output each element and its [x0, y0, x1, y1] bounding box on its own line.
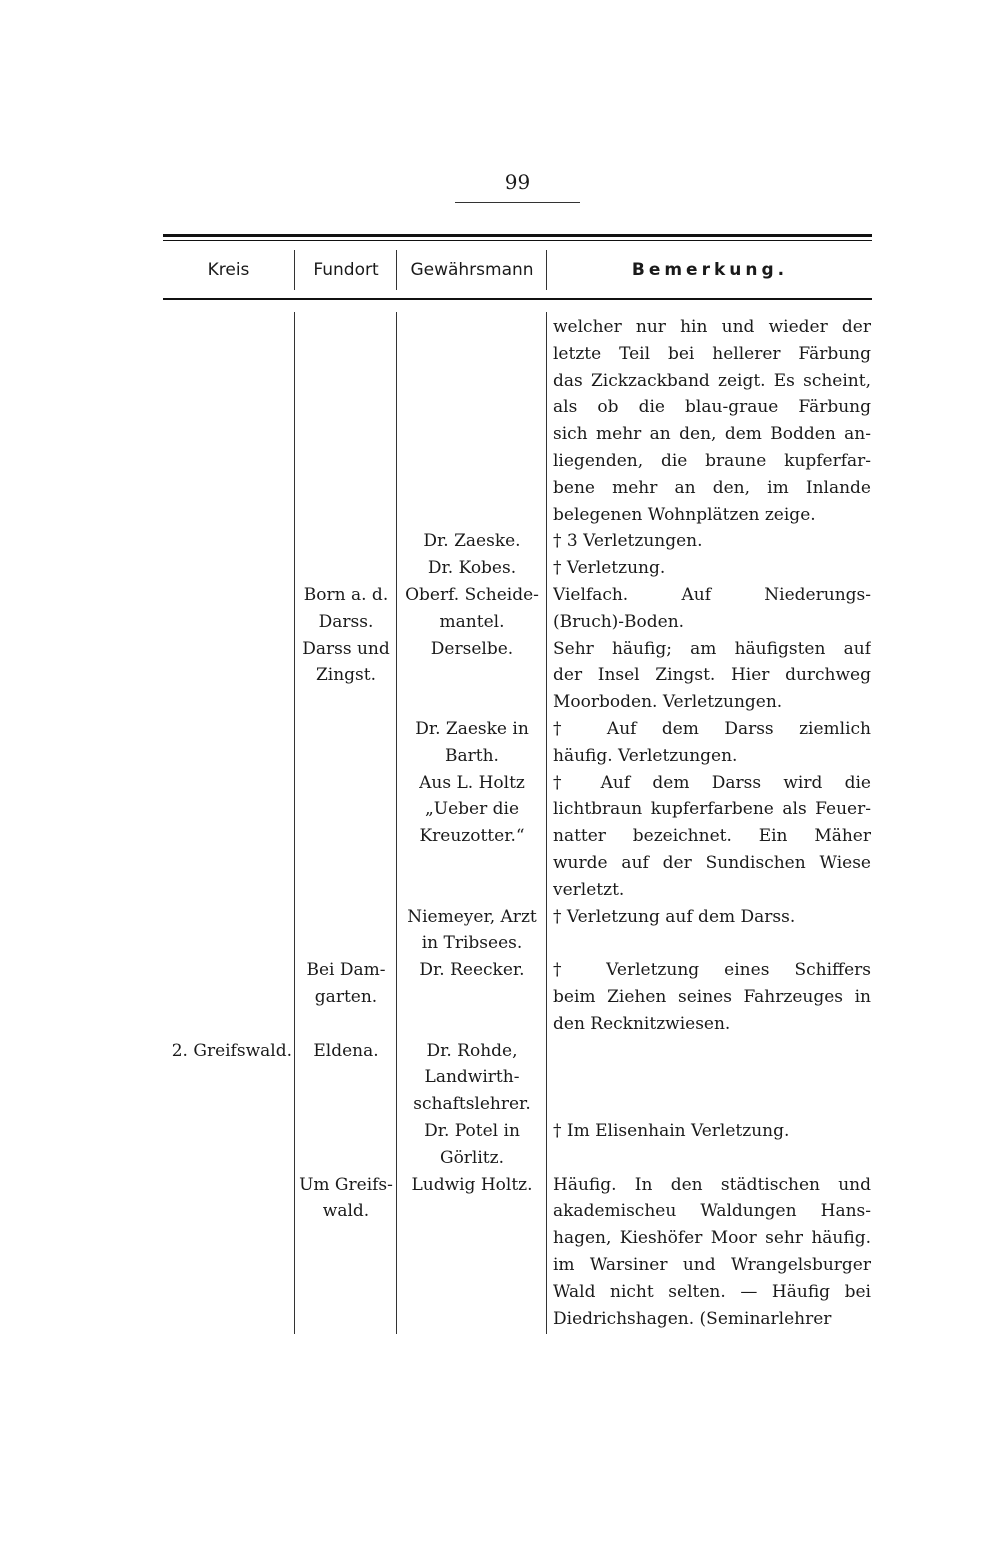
gewaehrsmann-cell — [400, 582, 544, 636]
gewaehrsmann-cell-line: Dr. Potel in — [424, 1121, 520, 1141]
gewaehrsmann-cell-line: Oberf. Scheide- — [405, 585, 539, 605]
fundort-cell-line: Born a. d. — [303, 585, 389, 605]
gewaehrsmann-cell — [400, 957, 544, 984]
page-number-rule — [455, 202, 580, 203]
bemerkung-cell-line: beim Ziehen seines Fahrzeuges in — [553, 986, 871, 1007]
bemerkung-cell-line: Häufig. In den städtischen und — [553, 1174, 871, 1195]
column-divider — [546, 250, 547, 290]
gewaehrsmann-cell — [400, 1118, 544, 1172]
gewaehrsmann-cell-line: Görlitz. — [439, 1147, 504, 1168]
gewaehrsmann-cell-line: Landwirth- — [424, 1067, 520, 1088]
gewaehrsmann-cell — [400, 716, 544, 770]
gewaehrsmann-cell-line: schaftslehrer. — [413, 1094, 531, 1115]
gewaehrsmann-cell-line: in Tribsees. — [421, 933, 523, 954]
fundort-cell — [298, 1038, 394, 1065]
gewaehrsmann-cell-line: „Ueber die — [424, 799, 520, 820]
table-top-rule — [163, 234, 872, 237]
bemerkung-cell-line: häufig. Verletzungen. — [553, 745, 738, 766]
fundort-cell — [298, 1172, 394, 1226]
gewaehrsmann-cell-line: Dr. Kobes. — [427, 558, 517, 579]
gewaehrsmann-cell-line: Ludwig Holtz. — [411, 1174, 533, 1195]
gewaehrsmann-cell-line: Barth. — [445, 745, 499, 766]
bemerkung-cell-line: † 3 Verletzungen. — [553, 531, 703, 552]
gewaehrsmann-cell-line: Derselbe. — [430, 638, 514, 659]
bemerkung-cell — [553, 582, 871, 636]
kreis-cell — [163, 1038, 292, 1065]
bemerkung-cell-line: lichtbraun kupferfarbene als Feuer- — [553, 799, 871, 820]
table-header-rule — [163, 298, 872, 300]
bemerkung-cell-line: verletzt. — [553, 879, 625, 900]
bemerkung-cell-line: † Auf dem Darss wird die — [553, 772, 871, 793]
fundort-cell-line: Bei Dam- — [306, 960, 386, 981]
bemerkung-cell-line: † Im Elisenhain Verletzung. — [553, 1121, 790, 1141]
bemerkung-cell-line: Sehr häufig; am häufigsten auf — [553, 638, 871, 659]
gewaehrsmann-cell — [400, 904, 544, 958]
bemerkung-cell-line: Wald nicht selten. — Häufig bei — [553, 1281, 871, 1302]
fundort-cell — [298, 957, 394, 1011]
fundort-cell-line: Um Greifs- — [299, 1174, 393, 1195]
bemerkung-cell-line: sich mehr an den, dem Bodden an- — [553, 424, 871, 445]
table-top-rule-thin — [163, 240, 872, 241]
bemerkung-cell-line: als ob die blau-graue Färbung — [553, 397, 871, 418]
bemerkung-cell — [553, 904, 871, 931]
fundort-cell-line: garten. — [314, 986, 378, 1007]
column-header-fundort: Fundort — [313, 260, 379, 280]
bemerkung-cell-line: im Warsiner und Wrangelsburger — [553, 1254, 871, 1275]
gewaehrsmann-cell — [400, 528, 544, 555]
bemerkung-cell-line: akademischeu Waldungen Hans- — [553, 1201, 871, 1222]
bemerkung-cell-line: liegenden, die braune kupferfar- — [553, 450, 871, 471]
kreis-cell-text: 2. Greifswald. — [171, 1040, 292, 1061]
bemerkung-cell — [553, 1172, 871, 1333]
page-number: 99 — [504, 170, 531, 194]
bemerkung-cell-line: wurde auf der Sundischen Wiese — [553, 852, 871, 873]
gewaehrsmann-cell — [400, 1172, 544, 1199]
bemerkung-cell — [553, 314, 871, 528]
column-header-gewaehrsmann: Gewährsmann — [410, 260, 534, 280]
bemerkung-cell — [553, 957, 871, 1037]
bemerkung-cell-line: das Zickzackband zeigt. Es scheint, — [553, 370, 871, 391]
fundort-cell — [298, 636, 394, 690]
bemerkung-cell — [553, 555, 871, 582]
bemerkung-cell-line: bene mehr an den, im Inlande — [553, 477, 871, 498]
bemerkung-cell — [553, 770, 871, 904]
column-divider — [294, 312, 295, 1334]
bemerkung-cell — [553, 636, 871, 716]
gewaehrsmann-cell — [400, 555, 544, 582]
bemerkung-cell-line: letzte Teil bei hellerer Färbung — [553, 343, 871, 364]
bemerkung-cell-line: Diedrichshagen. (Seminarlehrer — [553, 1308, 832, 1329]
bemerkung-cell-line: den Recknitzwiesen. — [553, 1013, 731, 1034]
bemerkung-cell-line: natter bezeichnet. Ein Mäher — [553, 826, 871, 847]
fundort-cell-line: wald. — [322, 1201, 370, 1222]
bemerkung-cell-line: Moorboden. Verletzungen. — [553, 692, 783, 713]
gewaehrsmann-cell-line: Kreuzotter.“ — [419, 826, 525, 847]
bemerkung-cell-line: † Auf dem Darss ziemlich — [553, 719, 871, 739]
gewaehrsmann-cell — [400, 636, 544, 663]
gewaehrsmann-cell-line: Dr. Zaeske. — [423, 531, 521, 552]
bemerkung-cell — [553, 1118, 871, 1145]
bemerkung-cell — [553, 716, 871, 770]
bemerkung-cell-line: † Verletzung eines Schiffers — [553, 960, 871, 981]
bemerkung-cell-line: hagen, Kieshöfer Moor sehr häufig. — [553, 1228, 871, 1249]
column-divider — [546, 312, 547, 1334]
bemerkung-cell — [553, 528, 871, 555]
bemerkung-cell-line: belegenen Wohnplätzen zeige. — [553, 504, 816, 525]
fundort-cell-line: Eldena. — [313, 1040, 379, 1061]
gewaehrsmann-cell-line: Dr. Zaeske in — [415, 719, 529, 739]
gewaehrsmann-cell-line: Dr. Reecker. — [419, 960, 525, 981]
bemerkung-cell-line: † Verletzung auf dem Darss. — [553, 906, 796, 927]
column-divider — [396, 312, 397, 1334]
gewaehrsmann-cell-line: Aus L. Holtz — [419, 772, 525, 793]
fundort-cell-line: Zingst. — [315, 665, 377, 686]
bemerkung-cell-line: Vielfach. Auf Niederungs- — [553, 585, 871, 605]
bemerkung-cell-line: welcher nur hin und wieder der — [553, 317, 871, 337]
gewaehrsmann-cell — [400, 1038, 544, 1118]
column-header-kreis: Kreis — [207, 260, 250, 280]
bemerkung-cell-line: † Verletzung. — [553, 558, 666, 579]
gewaehrsmann-cell-line: Niemeyer, Arzt — [407, 906, 537, 927]
fundort-cell — [298, 582, 394, 636]
bemerkung-cell-line: (Bruch)-Boden. — [553, 611, 685, 632]
gewaehrsmann-cell-line: Dr. Rohde, — [426, 1040, 518, 1061]
bemerkung-cell-line: der Insel Zingst. Hier durchweg — [553, 665, 871, 686]
gewaehrsmann-cell-line: mantel. — [439, 611, 505, 632]
fundort-cell-line: Darss und — [302, 638, 390, 659]
gewaehrsmann-cell — [400, 770, 544, 850]
column-divider — [396, 250, 397, 290]
column-divider — [294, 250, 295, 290]
fundort-cell-line: Darss. — [318, 611, 374, 632]
column-header-bemerkung: Bemerkung. — [631, 260, 789, 280]
